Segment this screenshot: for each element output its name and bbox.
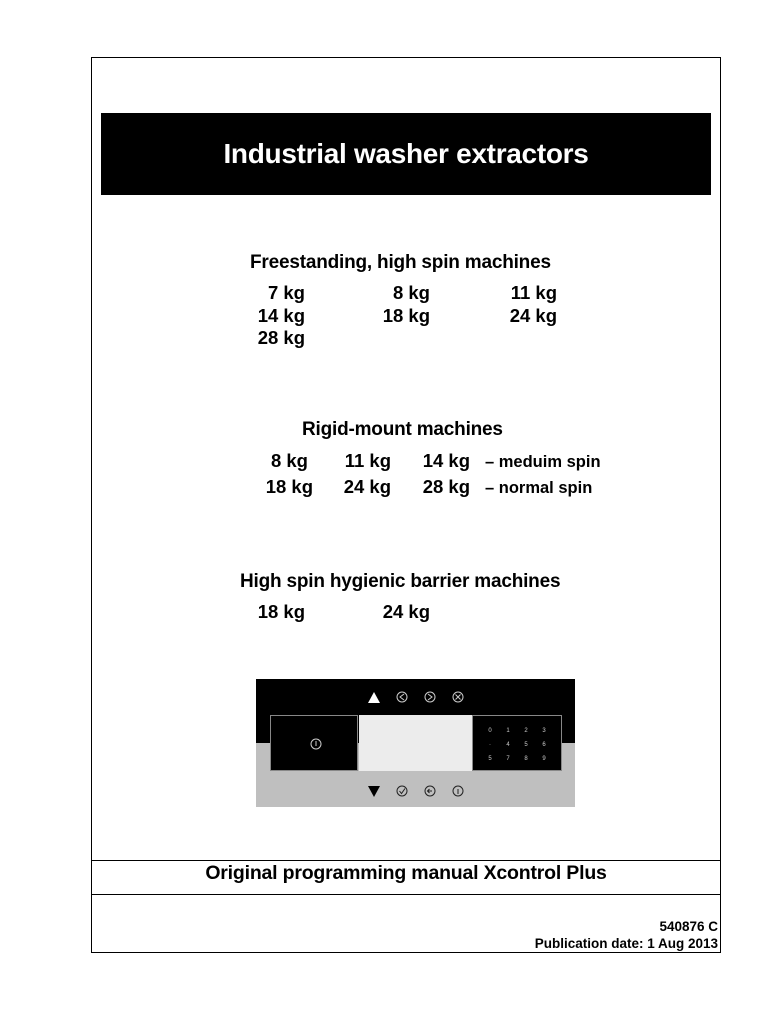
capacity-item: 14 kg bbox=[422, 450, 470, 471]
document-number: 540876 C bbox=[659, 919, 718, 934]
check-icon-mark bbox=[400, 789, 406, 794]
return-icon-arrow bbox=[428, 789, 433, 793]
capacity-item: 8 kg bbox=[270, 450, 308, 471]
keypad-digit: 8 bbox=[524, 756, 528, 762]
keypad-digit: 5 bbox=[524, 742, 528, 748]
capacity-item: 28 kg bbox=[422, 476, 470, 497]
capacity-item: 14 kg bbox=[257, 305, 305, 326]
capacity-item: 8 kg bbox=[392, 282, 430, 303]
spin-note: – normal spin bbox=[485, 479, 593, 497]
capacity-item: 28 kg bbox=[257, 327, 305, 348]
rigid-mount-heading: Rigid-mount machines bbox=[302, 419, 503, 440]
capacity-item: 24 kg bbox=[343, 476, 391, 497]
capacity-item: 18 kg bbox=[382, 305, 430, 326]
capacity-item: 24 kg bbox=[509, 305, 557, 326]
keypad-digit: 0 bbox=[488, 728, 492, 734]
arrow-down-icon bbox=[368, 786, 380, 797]
panel-bottom-icons bbox=[256, 679, 575, 807]
keypad-digit: 5 bbox=[488, 756, 492, 762]
capacity-item: 24 kg bbox=[382, 601, 430, 622]
capacity-item: 11 kg bbox=[344, 450, 391, 471]
capacity-item: 18 kg bbox=[265, 476, 313, 497]
publication-date: Publication date: 1 Aug 2013 bbox=[534, 936, 718, 951]
keypad-digit: · bbox=[489, 742, 491, 748]
keypad-digit: 9 bbox=[542, 756, 546, 762]
keypad-digit: 3 bbox=[542, 728, 546, 734]
footer-divider-bottom bbox=[91, 894, 721, 895]
keypad-digit: 2 bbox=[524, 728, 528, 734]
document-title: Industrial washer extractors bbox=[223, 138, 589, 169]
hygienic-heading: High spin hygienic barrier machines bbox=[240, 571, 561, 592]
freestanding-heading: Freestanding, high spin machines bbox=[250, 252, 551, 273]
keypad-digit: 7 bbox=[506, 756, 510, 762]
keypad-digit: 6 bbox=[542, 742, 546, 748]
check-icon bbox=[397, 786, 407, 796]
capacity-item: 11 kg bbox=[510, 282, 557, 303]
spin-note: – meduim spin bbox=[485, 453, 601, 471]
keypad-digit: 1 bbox=[506, 728, 510, 734]
title-banner bbox=[101, 113, 711, 195]
capacity-item: 18 kg bbox=[257, 601, 305, 622]
control-panel-illustration bbox=[256, 679, 575, 807]
manual-title: Original programming manual Xcontrol Plus bbox=[205, 862, 607, 884]
capacity-item: 7 kg bbox=[267, 282, 305, 303]
keypad-digit: 4 bbox=[506, 742, 510, 748]
footer-divider-top bbox=[91, 860, 721, 861]
